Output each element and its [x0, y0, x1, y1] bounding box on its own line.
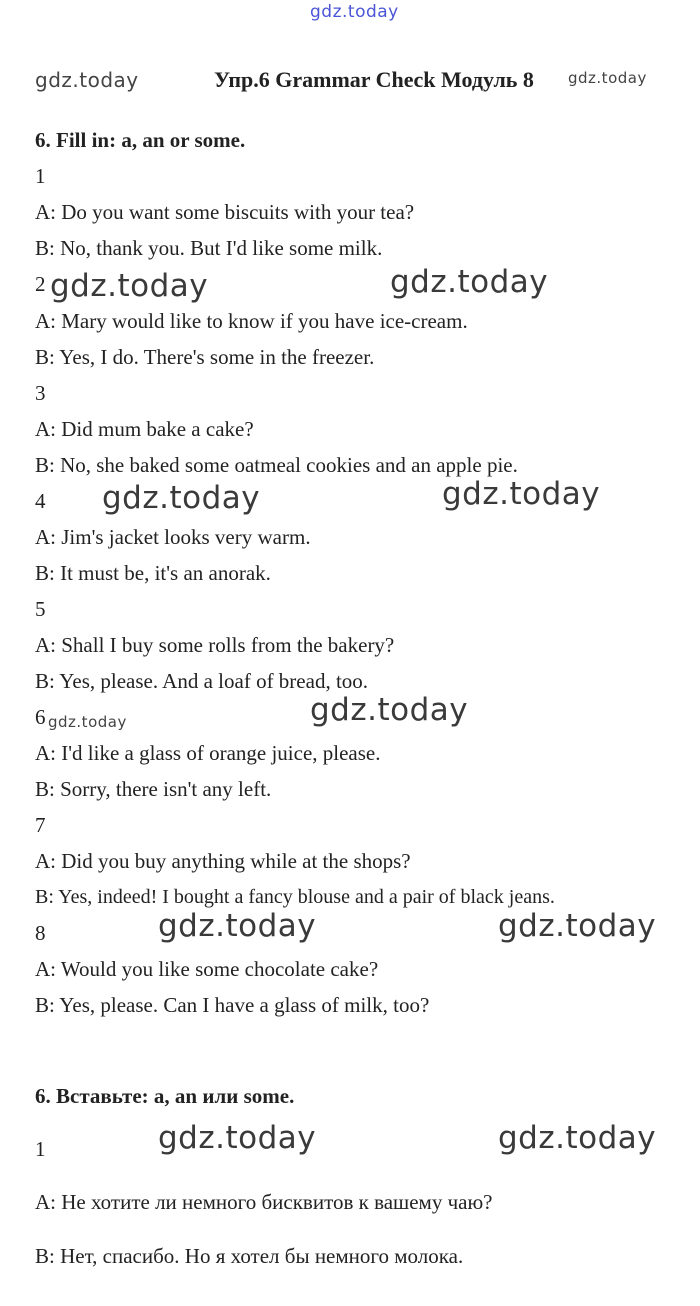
item-number: 6 — [35, 705, 46, 729]
watermark: gdz.today — [498, 908, 657, 944]
item-number: 3 — [35, 381, 46, 405]
dialogue-line-a: A: Did mum bake a cake? — [35, 417, 254, 441]
dialogue-line-b: B: It must be, it's an anorak. — [35, 561, 271, 585]
watermark-header-right: gdz.today — [568, 69, 647, 87]
dialogue-line-a: A: Shall I buy some rolls from the bakery? — [35, 633, 395, 657]
watermark: gdz.today — [158, 908, 317, 944]
item-number: 5 — [35, 597, 46, 621]
item-number: 1 — [35, 1137, 46, 1161]
watermark: gdz.today — [498, 1120, 657, 1156]
watermark: gdz.today — [158, 1120, 317, 1156]
watermark: gdz.today — [48, 713, 127, 731]
item-number: 8 — [35, 921, 46, 945]
dialogue-line-b: B: No, she baked some oatmeal cookies and an apple pie. — [35, 453, 518, 477]
item-number: 2 — [35, 272, 46, 296]
watermark: gdz.today — [102, 480, 261, 516]
watermark-header-left: gdz.today — [35, 68, 139, 92]
dialogue-line-a: A: Mary would like to know if you have ice-cream. — [35, 309, 468, 333]
dialogue-line-a: A: Would you like some chocolate cake? — [35, 957, 379, 981]
item-number: 1 — [35, 164, 46, 188]
watermark-top: gdz.today — [310, 2, 399, 22]
dialogue-line-b: B: Yes, indeed! I bought a fancy blouse and a pair of black jeans. — [35, 886, 555, 908]
dialogue-line-b: B: Yes, I do. There's some in the freezer. — [35, 345, 375, 369]
dialogue-line-b: B: Yes, please. And a loaf of bread, too. — [35, 669, 369, 693]
dialogue-line-a: A: Не хотите ли немного бисквитов к вашему чаю? — [35, 1190, 493, 1214]
dialogue-line-a: A: I'd like a glass of orange juice, please. — [35, 741, 381, 765]
watermark: gdz.today — [50, 268, 209, 304]
watermark: gdz.today — [442, 476, 601, 512]
dialogue-line-b: B: Sorry, there isn't any left. — [35, 777, 272, 801]
dialogue-line-a: A: Did you buy anything while at the shops? — [35, 849, 411, 873]
item-number: 4 — [35, 489, 46, 513]
page-title: Упр.6 Grammar Check Модуль 8 — [214, 67, 534, 92]
dialogue-line-a: A: Do you want some biscuits with your tea? — [35, 200, 415, 224]
watermark: gdz.today — [390, 264, 549, 300]
dialogue-line-a: A: Jim's jacket looks very warm. — [35, 525, 311, 549]
watermark: gdz.today — [310, 692, 469, 728]
dialogue-line-b: B: No, thank you. But I'd like some milk. — [35, 236, 383, 260]
item-number: 7 — [35, 813, 46, 837]
exercise-heading-ru: 6. Вставьте: a, an или some. — [35, 1084, 295, 1108]
exercise-heading: 6. Fill in: a, an or some. — [35, 128, 246, 152]
dialogue-line-b: B: Нет, спасибо. Но я хотел бы немного молока. — [35, 1244, 464, 1268]
dialogue-line-b: B: Yes, please. Can I have a glass of milk, too? — [35, 993, 430, 1017]
